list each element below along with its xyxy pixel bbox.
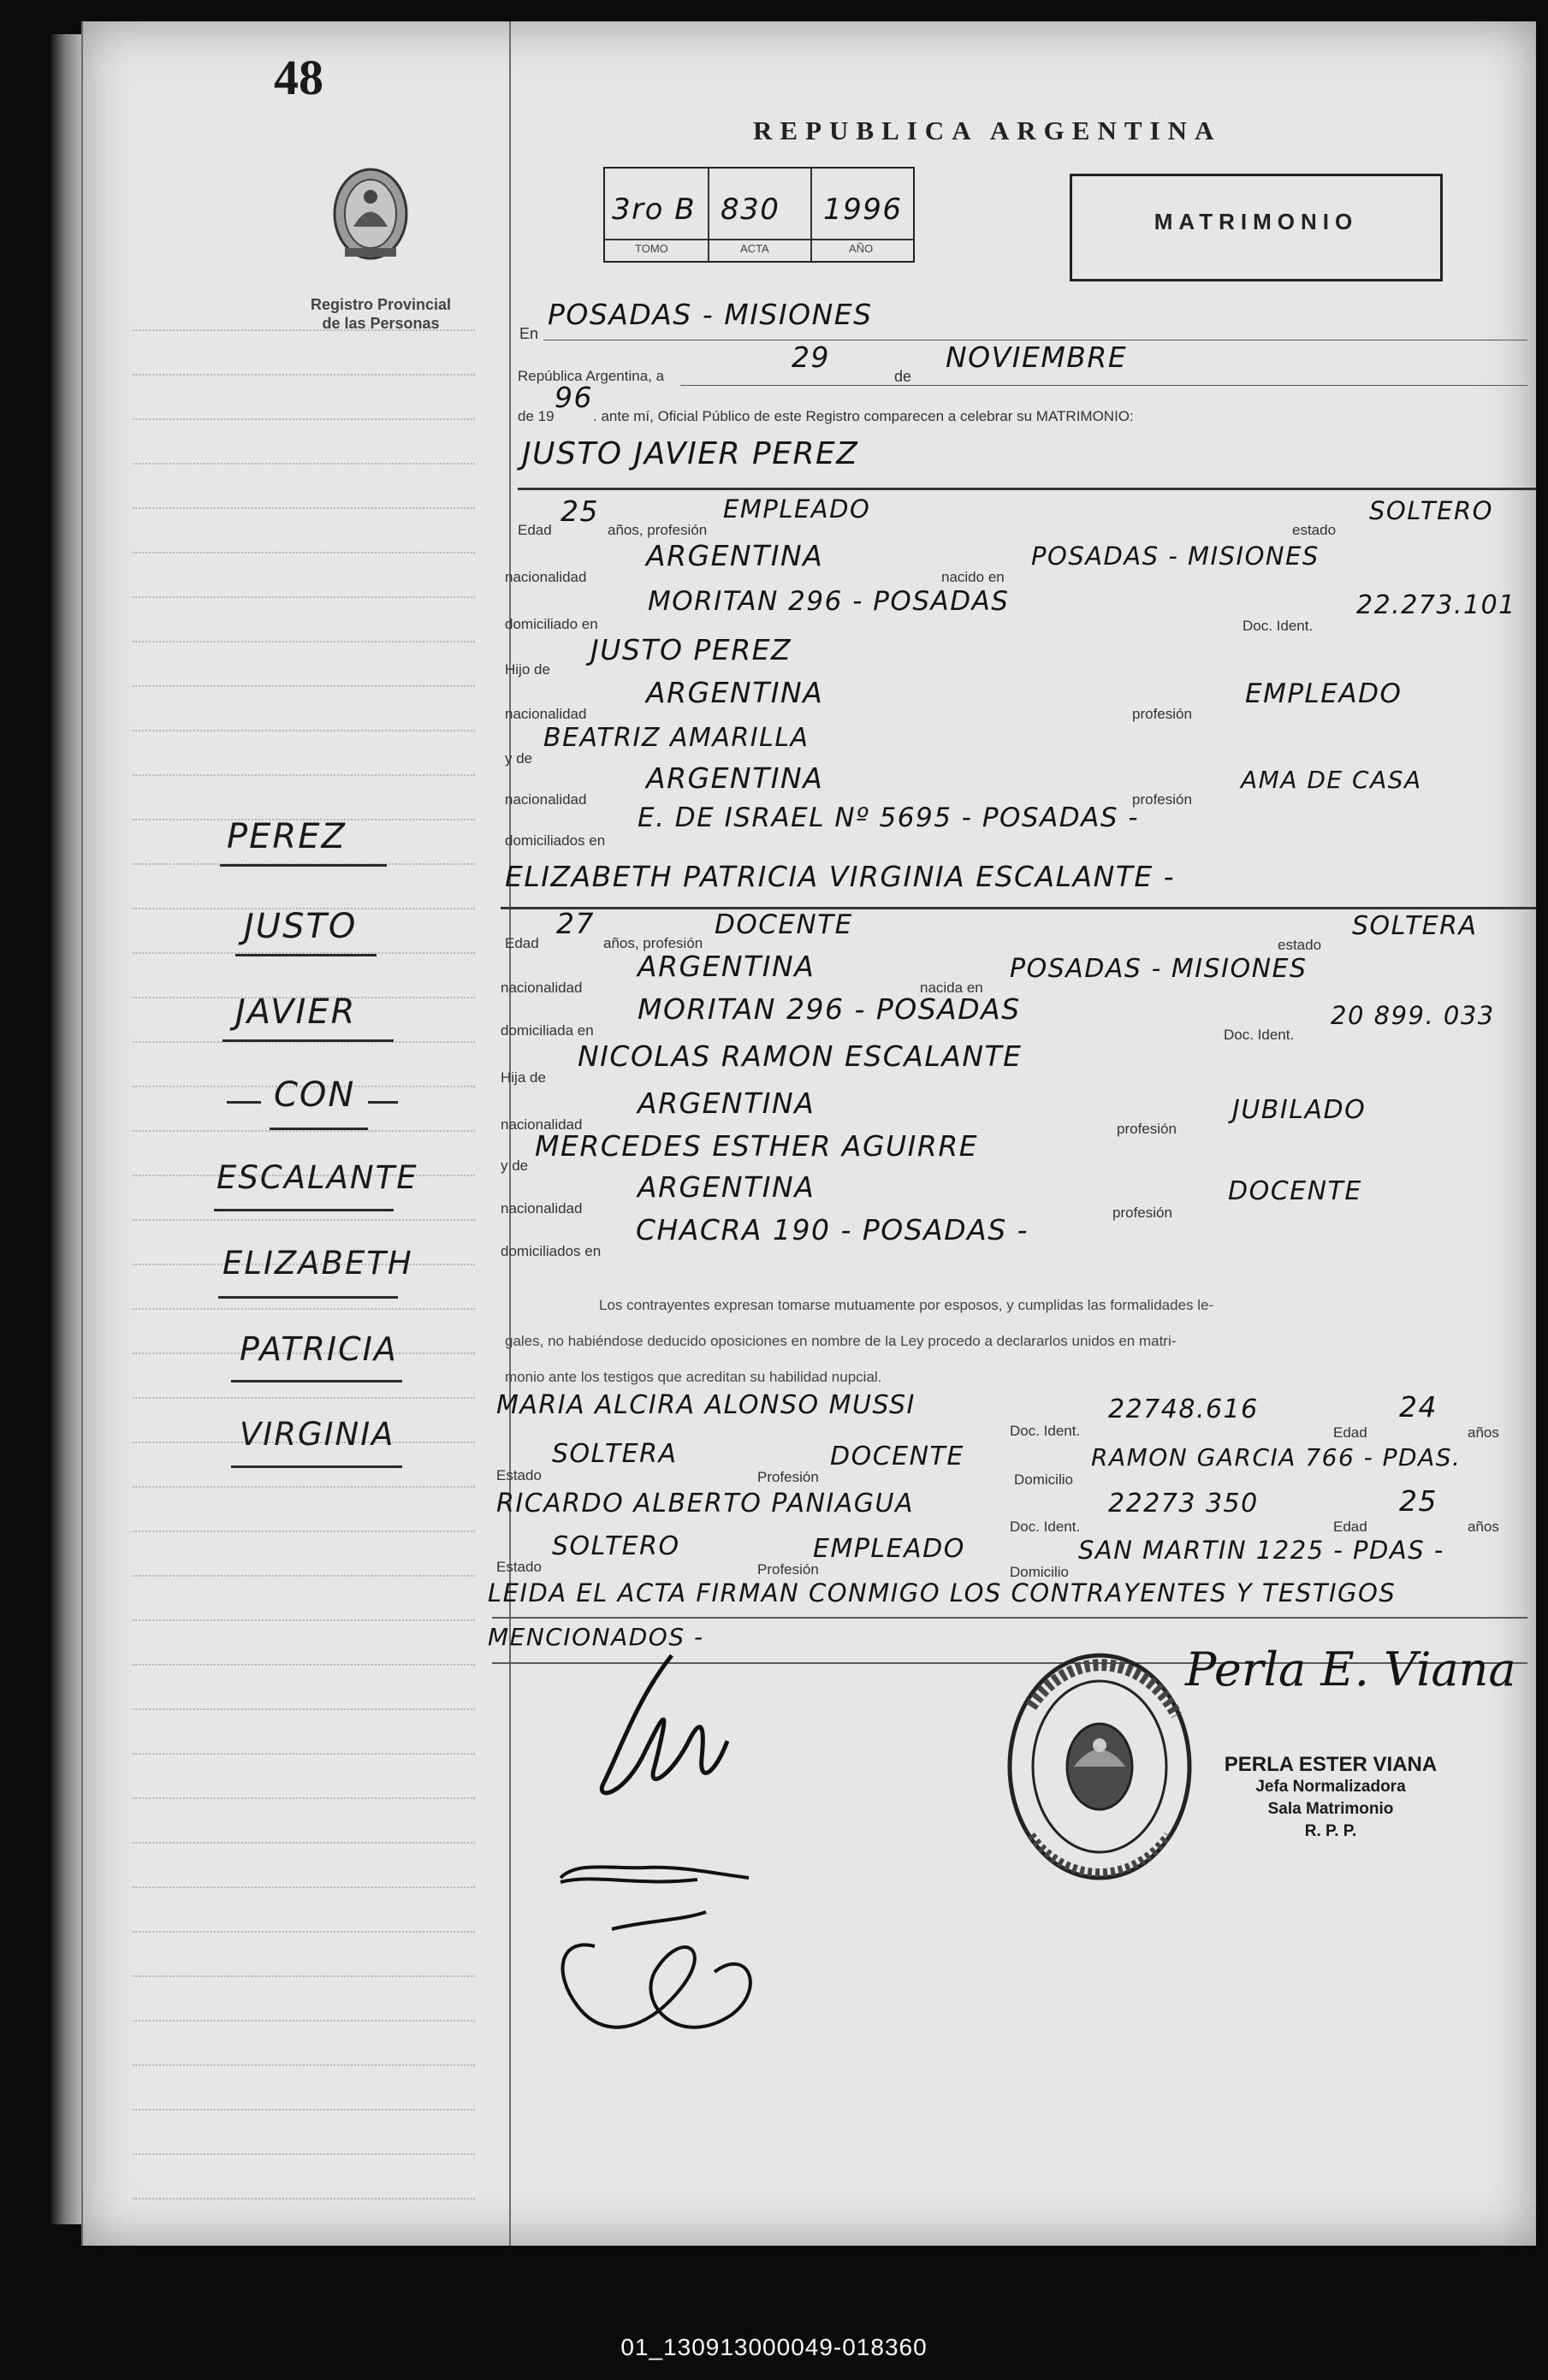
official-title: Jefa Normalizadora	[1255, 1778, 1406, 1796]
witness-1-profesion: DOCENTE	[830, 1442, 964, 1471]
witness-2-anos-label: años	[1468, 1519, 1499, 1535]
groom-nacido: POSADAS - MISIONES	[1031, 542, 1320, 571]
margin-dotted-line	[133, 1219, 475, 1221]
marriage-place: POSADAS - MISIONES	[548, 298, 873, 331]
margin-dotted-line	[133, 1575, 475, 1577]
ano-label: AÑO	[849, 242, 874, 255]
groom-mother-prof-label: profesión	[1132, 791, 1192, 808]
witness-1-anos-label: años	[1468, 1424, 1499, 1441]
witness-2-domicilio: SAN MARTIN 1225 - PDAS -	[1078, 1536, 1444, 1565]
groom-doc-label: Doc. Ident.	[1243, 618, 1314, 634]
rule-line	[492, 1617, 1527, 1619]
margin-dotted-line	[133, 1842, 475, 1844]
margin-note-underline	[235, 954, 377, 956]
witness-2-estado: SOLTERO	[552, 1531, 680, 1561]
margin-dotted-line	[133, 2109, 475, 2111]
scan-filename: 01_130913000049-018360	[620, 2334, 928, 2360]
bride-nacida: POSADAS - MISIONES	[1010, 954, 1308, 984]
declaration-line-1: Los contrayentes expresan tomarse mutuamente por esposos, y cumplidas las formalidades le-	[599, 1297, 1214, 1313]
groom-mother: BEATRIZ AMARILLA	[543, 723, 810, 753]
marriage-year: 96	[555, 381, 593, 414]
margin-note-underline	[231, 1465, 402, 1468]
bride-mother-nac-label: nacionalidad	[501, 1200, 583, 1217]
margin-note-given-3: ELIZABETH	[222, 1245, 413, 1282]
groom-father-prof-label: profesión	[1132, 706, 1192, 722]
witness-2-doc-label: Doc. Ident.	[1010, 1519, 1081, 1535]
margin-dotted-line	[133, 418, 475, 420]
bride-father: NICOLAS RAMON ESCALANTE	[578, 1039, 1023, 1073]
margin-dotted-line	[133, 1797, 475, 1799]
marriage-day: 29	[792, 340, 830, 374]
bride-mother-nac: ARGENTINA	[638, 1170, 816, 1204]
groom-parents-dom-label: domiciliados en	[505, 832, 606, 849]
margin-note-underline	[222, 1039, 394, 1042]
bride-hija-label: Hija de	[501, 1069, 546, 1086]
groom-father-nac: ARGENTINA	[646, 676, 824, 709]
book-binding-edge	[51, 34, 86, 2224]
witness-2-dom-label: Domicilio	[1010, 1564, 1069, 1580]
margin-dotted-line	[133, 552, 475, 554]
bride-nacionalidad: ARGENTINA	[638, 950, 816, 983]
bride-father-prof-label: profesión	[1117, 1121, 1177, 1137]
witness-1-edad: 24	[1399, 1390, 1438, 1424]
province-crest-icon	[323, 163, 418, 265]
witness-2-estado-label: Estado	[496, 1559, 542, 1575]
rule-line	[680, 385, 1527, 386]
official-abbr: R. P. P.	[1304, 1822, 1357, 1840]
margin-note-underline	[231, 1380, 402, 1382]
acta-value: 830	[721, 192, 780, 227]
marriage-month: NOVIEMBRE	[946, 340, 1128, 374]
margin-note-given-4: PATRICIA	[240, 1330, 398, 1368]
bride-domicilio: MORITAN 296 - POSADAS	[638, 992, 1021, 1026]
margin-dotted-line	[133, 1308, 475, 1310]
record-type-box	[1070, 174, 1443, 281]
register-page	[81, 21, 1536, 2246]
groom-dom-label: domiciliado en	[505, 616, 598, 632]
bride-parents-domicilio: CHACRA 190 - POSADAS -	[636, 1213, 1029, 1246]
margin-dotted-line	[133, 2064, 475, 2066]
groom-mother-prof: AMA DE CASA	[1241, 766, 1422, 794]
declaration-text	[505, 1288, 1532, 1395]
groom-father: JUSTO PEREZ	[590, 633, 792, 666]
tomo-label: TOMO	[635, 242, 668, 255]
bride-parents-dom-label: domiciliados en	[501, 1243, 602, 1259]
margin-note-underline	[270, 1128, 368, 1130]
bride-father-prof: JUBILADO	[1232, 1095, 1367, 1125]
registry-label-line2: de las Personas	[322, 315, 440, 332]
year-prefix: de 19	[518, 408, 555, 424]
closing-line-1: LEIDA EL ACTA FIRMAN CONMIGO LOS CONTRAYENTES Y TESTIGOS	[488, 1578, 1397, 1607]
margin-dotted-line	[133, 1530, 475, 1532]
witness-2-edad-label: Edad	[1333, 1519, 1367, 1535]
margin-dotted-line	[133, 1931, 475, 1933]
margin-dotted-line	[133, 1486, 475, 1488]
bride-doc: 20 899. 033	[1331, 1001, 1495, 1030]
groom-edad-label: Edad	[518, 522, 552, 538]
groom-estado: SOLTERO	[1369, 496, 1493, 525]
bride-edad-label: Edad	[505, 935, 539, 951]
witness-1-dom-label: Domicilio	[1014, 1471, 1073, 1488]
witness-1-domicilio: RAMON GARCIA 766 - PDAS.	[1091, 1443, 1462, 1471]
groom-profesion-label: años, profesión	[608, 522, 708, 538]
bride-dom-label: domiciliada en	[501, 1022, 594, 1039]
margin-dotted-line	[133, 641, 475, 642]
bride-mother-prof: DOCENTE	[1228, 1176, 1362, 1206]
margin-note-underline	[214, 1209, 394, 1211]
margin-dotted-line	[133, 685, 475, 687]
margin-dotted-line	[133, 596, 475, 598]
page-number: 48	[274, 50, 323, 105]
witness-1-edad-label: Edad	[1333, 1424, 1367, 1441]
margin-dotted-line	[133, 730, 475, 731]
groom-mother-nac: ARGENTINA	[646, 761, 824, 795]
bride-profesion: DOCENTE	[715, 909, 853, 940]
margin-dotted-line	[133, 1975, 475, 1977]
witness-2-name: RICARDO ALBERTO PANIAGUA	[496, 1489, 915, 1519]
en-label: En	[519, 325, 539, 342]
groom-father-nac-label: nacionalidad	[505, 706, 587, 722]
closing-line-2: MENCIONADOS -	[488, 1623, 704, 1651]
margin-dotted-line	[133, 1753, 475, 1755]
acta-label: ACTA	[740, 242, 769, 255]
witness-1-doc-label: Doc. Ident.	[1010, 1423, 1081, 1439]
groom-mother-label: y de	[505, 750, 533, 767]
witness-1-doc: 22748.616	[1108, 1394, 1259, 1424]
official-name: PERLA ESTER VIANA	[1224, 1753, 1438, 1776]
country-title: REPUBLICA ARGENTINA	[753, 115, 1222, 145]
declaration-line-2: gales, no habiéndose deducido oposiciones en nombre de la Ley procedo a declararlos unidos en matri-	[505, 1333, 1177, 1349]
bride-nacida-label: nacida en	[920, 980, 983, 996]
margin-dotted-line	[133, 2198, 475, 2199]
margin-note-given-5: VIRGINIA	[240, 1416, 395, 1453]
page-border-left	[81, 21, 83, 2246]
registry-label	[282, 295, 479, 333]
tomo-value: 3ro B	[612, 192, 697, 227]
groom-name: JUSTO JAVIER PEREZ	[522, 436, 859, 471]
witness-2-doc: 22273 350	[1108, 1489, 1259, 1519]
margin-dotted-line	[133, 1664, 475, 1666]
witness-1-estado-label: Estado	[496, 1467, 542, 1483]
bride-father-nac: ARGENTINA	[638, 1086, 816, 1120]
intro-statement: . ante mí, Oficial Público de este Registro comparecen a celebrar su MATRIMONIO:	[593, 408, 1134, 424]
groom-parents-domicilio: E. DE ISRAEL Nº 5695 - POSADAS -	[638, 802, 1140, 833]
groom-nacionalidad: ARGENTINA	[646, 539, 824, 572]
bride-mother-prof-label: profesión	[1112, 1205, 1172, 1221]
groom-doc: 22.273.101	[1356, 590, 1516, 620]
bride-father-nac-label: nacionalidad	[501, 1116, 583, 1133]
margin-note-dash	[227, 1101, 261, 1104]
margin-dotted-line	[133, 1397, 475, 1399]
tomo-acta-box	[603, 167, 915, 263]
groom-father-prof: EMPLEADO	[1245, 678, 1403, 709]
margin-dotted-line	[133, 774, 475, 776]
margin-note-surname: PEREZ	[227, 817, 347, 856]
margin-dotted-line	[133, 463, 475, 465]
groom-hijo-label: Hijo de	[505, 661, 550, 678]
groom-edad: 25	[560, 494, 599, 528]
witness-1-estado: SOLTERA	[552, 1439, 678, 1469]
margin-note-underline	[220, 864, 387, 867]
margin-dotted-line	[133, 2153, 475, 2155]
witness-2-prof-label: Profesión	[757, 1561, 819, 1578]
margin-dotted-line	[133, 2020, 475, 2022]
bride-profesion-label: años, profesión	[603, 935, 703, 951]
official-signature: Perla E. Viana	[1185, 1643, 1516, 1696]
margin-note-given-1: JUSTO	[244, 907, 358, 946]
column-divider	[509, 21, 511, 2246]
contrayentes-signatures	[543, 1647, 826, 2075]
groom-estado-label: estado	[1292, 522, 1337, 538]
bride-nac-label: nacionalidad	[501, 980, 583, 996]
witness-1-prof-label: Profesión	[757, 1469, 819, 1485]
margin-dotted-line	[133, 507, 475, 509]
margin-dotted-line	[133, 1619, 475, 1621]
bride-doc-label: Doc. Ident.	[1224, 1027, 1295, 1043]
margin-dotted-line	[133, 374, 475, 376]
witness-2-edad: 25	[1399, 1484, 1438, 1518]
margin-dotted-line	[133, 1886, 475, 1888]
groom-profesion: EMPLEADO	[723, 494, 871, 524]
margin-note-con: CON	[274, 1075, 356, 1115]
margin-dotted-line	[133, 1130, 475, 1132]
record-type-label: MATRIMONIO	[1154, 209, 1359, 234]
bride-estado: SOLTERA	[1352, 911, 1478, 941]
margin-note-surname-2: ESCALANTE	[216, 1159, 418, 1196]
bride-estado-label: estado	[1278, 937, 1322, 953]
bride-name-underline	[501, 907, 1536, 909]
bride-mother: MERCEDES ESTHER AGUIRRE	[535, 1129, 979, 1163]
bride-name: ELIZABETH PATRICIA VIRGINIA ESCALANTE -	[505, 860, 1176, 893]
bride-mother-label: y de	[501, 1157, 529, 1174]
margin-dotted-line	[133, 1708, 475, 1710]
republica-label: República Argentina, a	[518, 368, 665, 384]
groom-nac-label: nacionalidad	[505, 569, 587, 585]
witness-1-name: MARIA ALCIRA ALONSO MUSSI	[496, 1390, 916, 1420]
witness-2-profesion: EMPLEADO	[813, 1534, 965, 1564]
groom-domicilio: MORITAN 296 - POSADAS	[648, 586, 1010, 617]
groom-mother-nac-label: nacionalidad	[505, 791, 587, 808]
groom-nacido-label: nacido en	[941, 569, 1005, 585]
ano-value: 1996	[823, 192, 903, 227]
groom-name-underline	[518, 488, 1536, 490]
official-stamp	[1194, 1754, 1468, 1843]
bride-edad: 27	[556, 907, 595, 940]
declaration-line-3: monio ante los testigos que acreditan su habilidad nupcial.	[505, 1369, 882, 1385]
margin-note-dash	[368, 1101, 398, 1104]
margin-note-underline	[218, 1296, 398, 1299]
registry-label-line1: Registro Provincial	[310, 296, 452, 313]
margin-note-given-2: JAVIER	[235, 992, 357, 1032]
de-label: de	[894, 368, 912, 385]
official-office: Sala Matrimonio	[1267, 1800, 1394, 1818]
